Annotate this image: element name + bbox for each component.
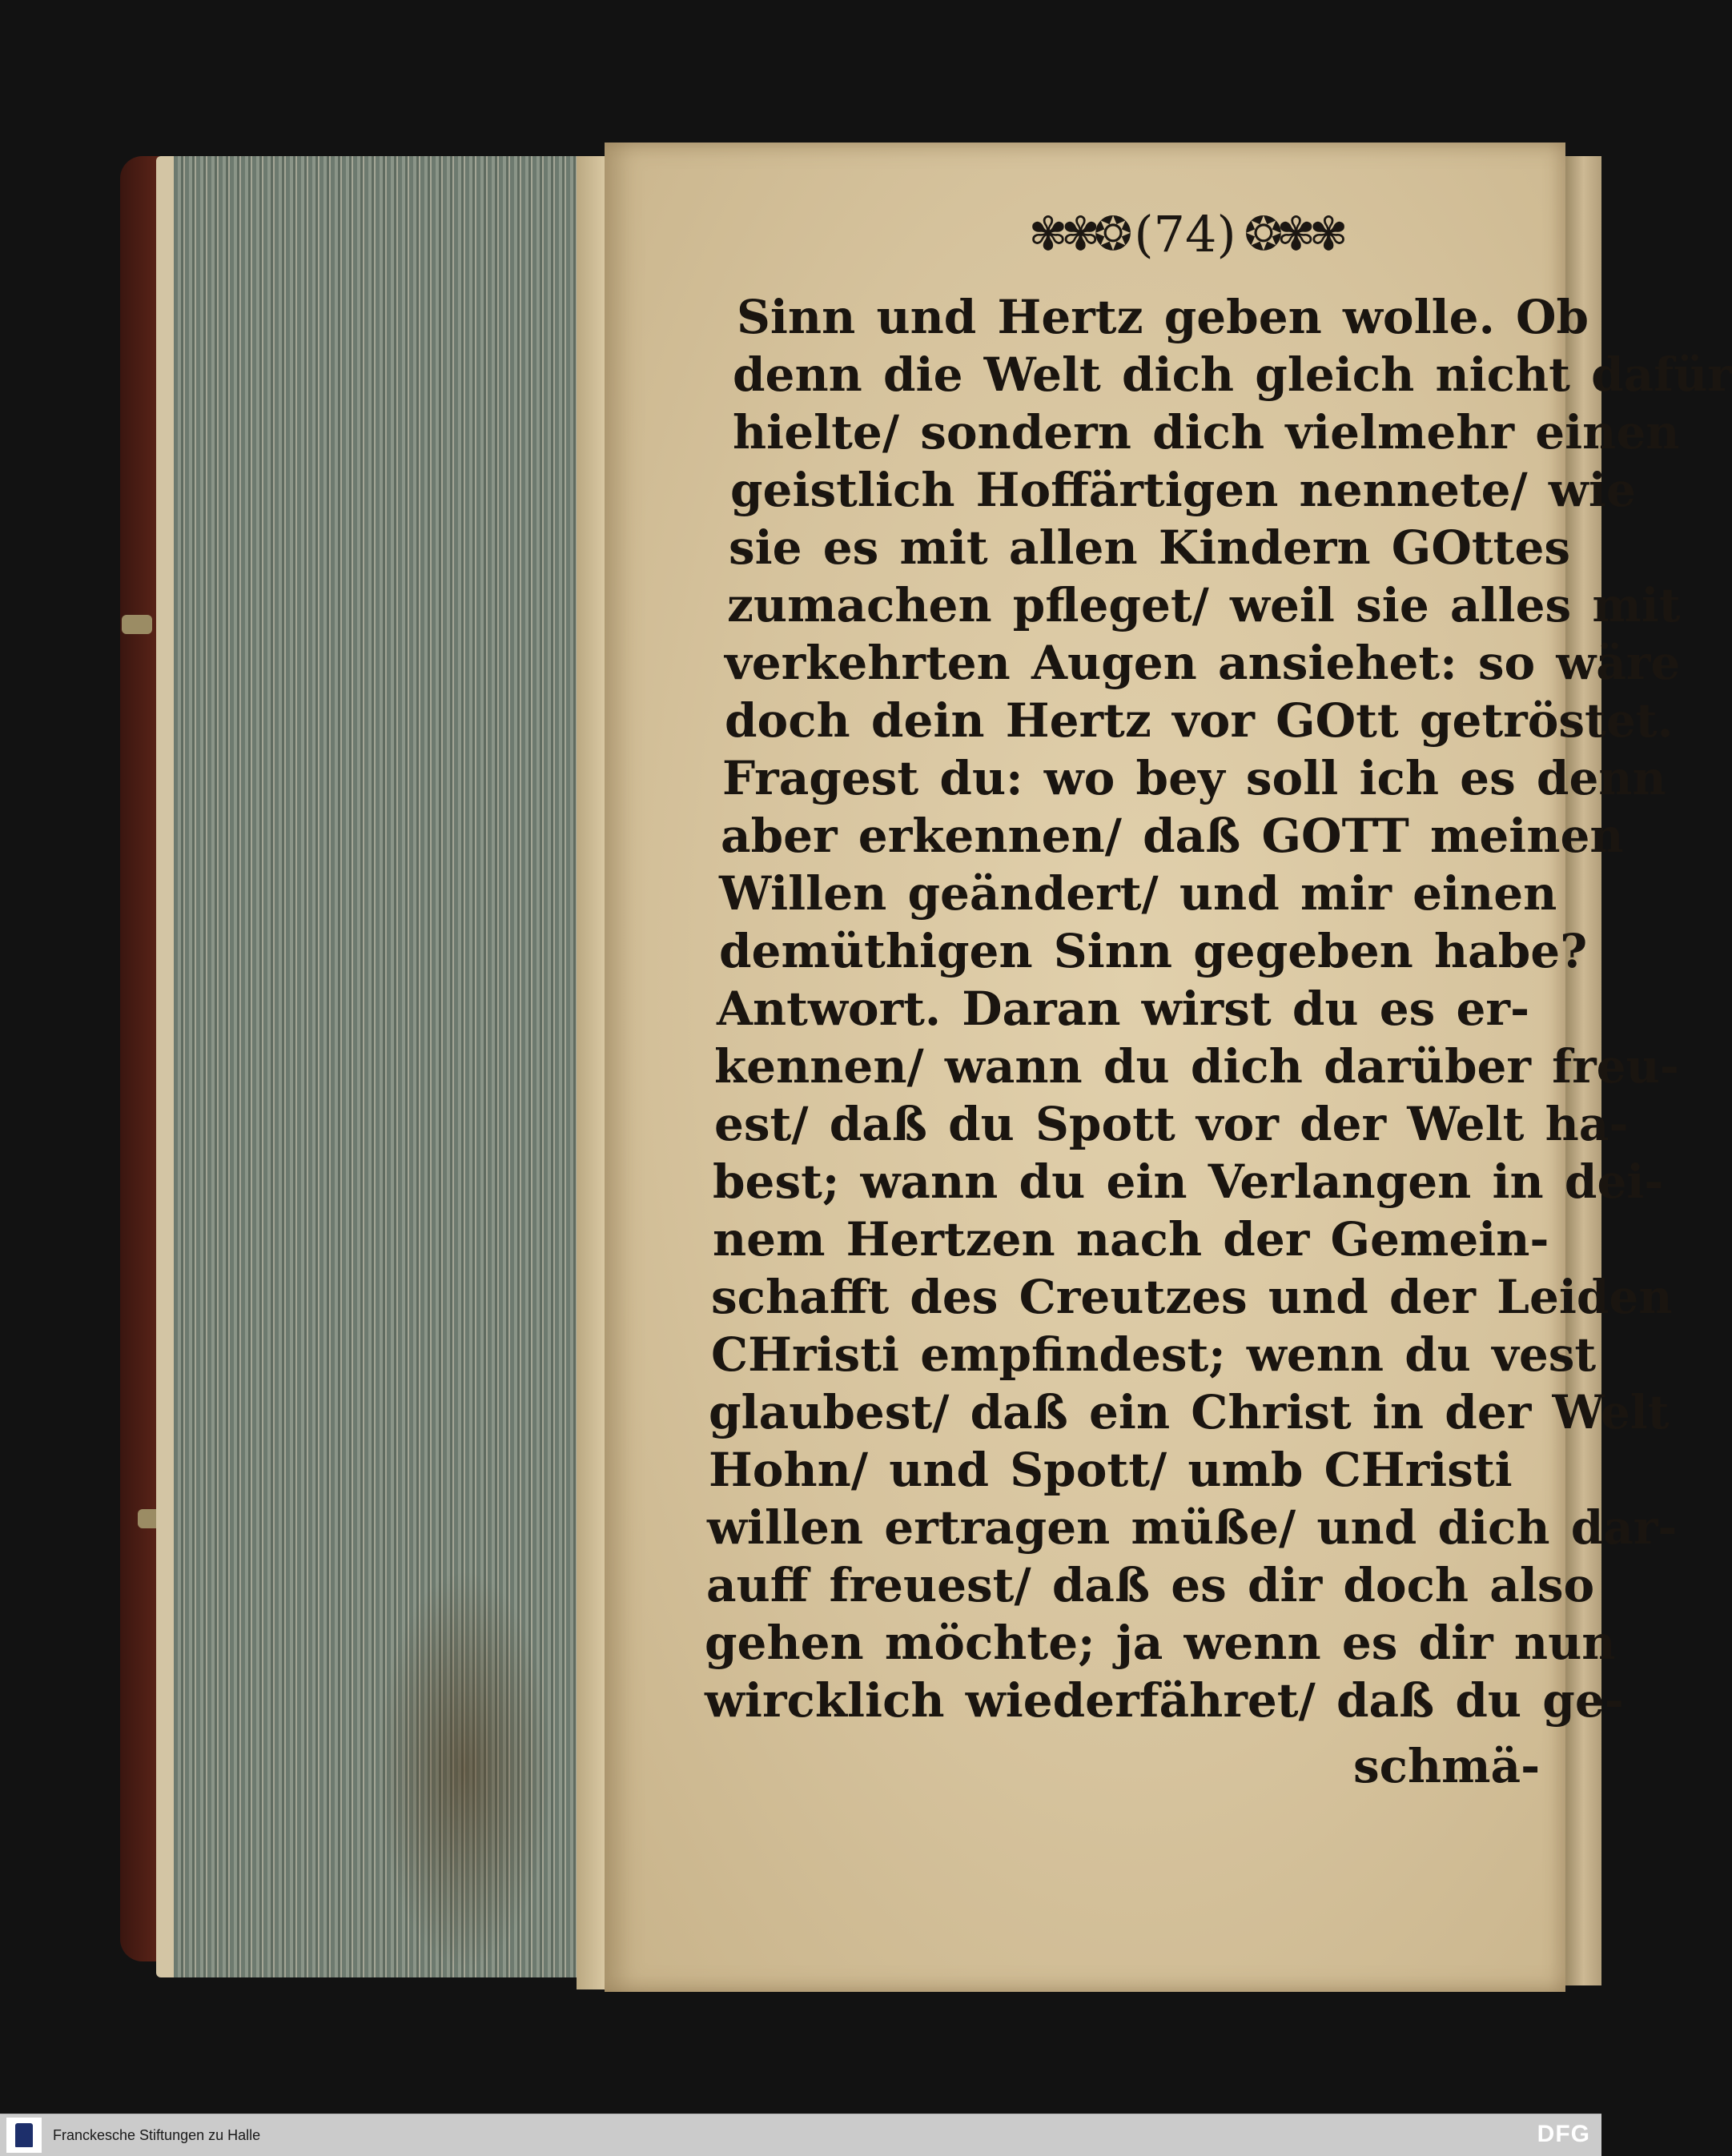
text-line: zumachen pfleget/ weil sie alles mit [727, 578, 1681, 632]
text-line: schafft des Creutzes und der Leiden [711, 1270, 1673, 1324]
building-icon [15, 2123, 33, 2147]
text-line: denn die Welt dich gleich nicht dafür [733, 347, 1732, 402]
text-line: CHristi empfindest; wenn du vest [711, 1327, 1597, 1382]
text-line: aber erkennen/ daß GOTT meinen [721, 809, 1624, 863]
page-number: (74) [1134, 204, 1236, 263]
dfg-logo: DFG [1537, 2121, 1590, 2147]
text-line: demüthigen Sinn gegeben habe? [719, 924, 1588, 978]
text-line: verkehrten Augen ansiehet: so wäre [725, 636, 1681, 690]
text-line: sie es mit allen Kindern GOttes [729, 520, 1571, 575]
ornament-left-icon: ✾✾❂ [1028, 207, 1127, 261]
text-line: willen ertragen müße/ und dich dar- [707, 1500, 1678, 1555]
text-line: doch dein Hertz vor GOtt getröstet. [725, 693, 1674, 748]
ornament-right-icon: ❂✾✾ [1244, 207, 1342, 261]
text-line: est/ daß du Spott vor der Welt ha- [714, 1097, 1629, 1151]
text-line: Antwort. Daran wirst du es er- [717, 982, 1530, 1036]
text-line: nem Hertzen nach der Gemein- [713, 1212, 1549, 1267]
text-line: wircklich wiederfähret/ daß du ge- [705, 1673, 1624, 1728]
text-line: Fragest du: wo bey soll ich es denn [722, 751, 1666, 805]
text-line: hielte/ sondern dich vielmehr einen [733, 405, 1680, 460]
catchword: schmä- [1353, 1739, 1541, 1793]
text-line: Willen geändert/ und mir einen [719, 866, 1557, 921]
text-line: gehen möchte; ja wenn es dir nun [705, 1616, 1616, 1670]
text-line: geistlich Hoffärtigen nennete/ wie [730, 463, 1636, 517]
institution-name: Franckesche Stiftungen zu Halle [53, 2126, 261, 2143]
viewer-footer [0, 2114, 1601, 2156]
text-line: kennen/ wann du dich darüber freu- [714, 1039, 1679, 1094]
text-line: best; wann du ein Verlangen in dei- [713, 1154, 1664, 1209]
text-line: Hohn/ und Spott/ umb CHristi [709, 1443, 1513, 1497]
text-line: glaubest/ daß ein Christ in der Welt [709, 1385, 1670, 1439]
text-line: Sinn und Hertz geben wolle. Ob [737, 290, 1589, 344]
text-line: auff freuest/ daß es dir doch also [706, 1558, 1595, 1612]
institution-logo-icon [6, 2118, 42, 2153]
